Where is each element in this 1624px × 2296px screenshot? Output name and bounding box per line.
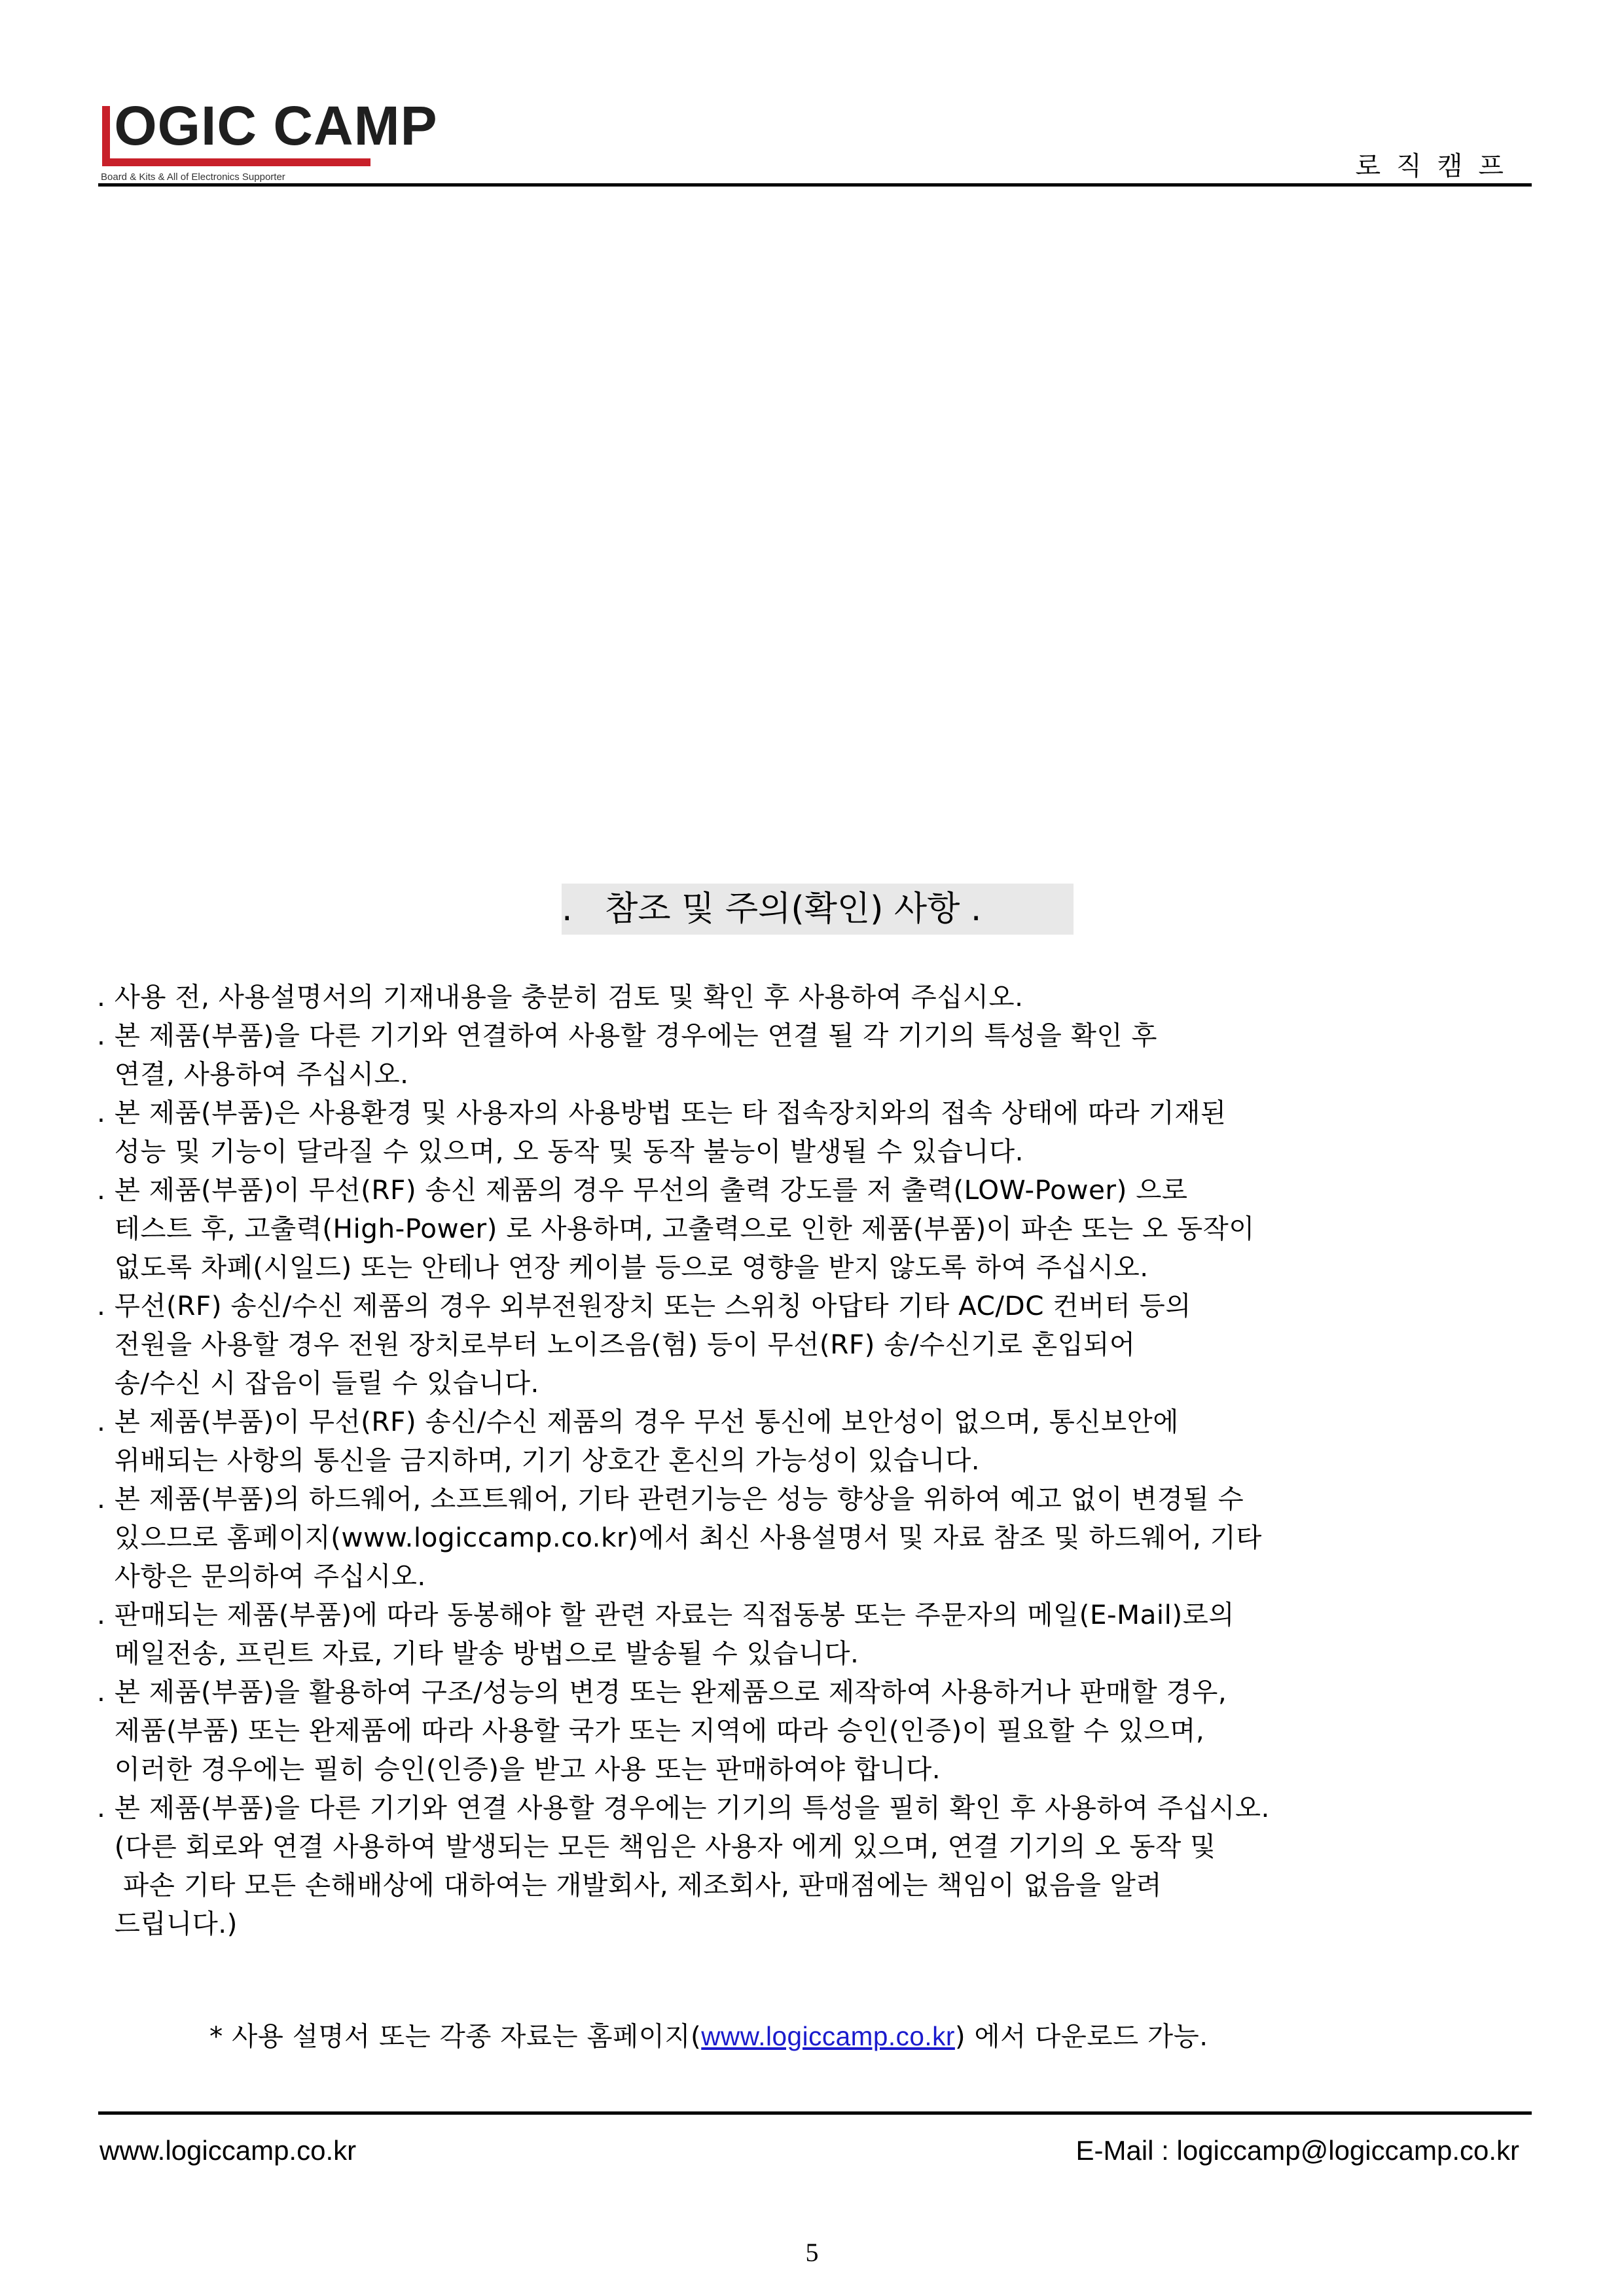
note-line: 테스트 후, 고출력(High-Power) 로 사용하며, 고출력으로 인한 제품(부품)이 파손 또는 오 동작이 bbox=[97, 1213, 1255, 1244]
page-number: 5 bbox=[805, 2238, 819, 2267]
note-item bbox=[97, 978, 1543, 1016]
homepage-link[interactable]: www.logiccamp.co.kr bbox=[701, 2021, 955, 2051]
note-line: 파손 기타 모든 손해배상에 대하여는 개발회사, 제조회사, 판매점에는 책임이 없음을 알려 bbox=[97, 1869, 1163, 1901]
note-line: . 판매되는 제품(부품)에 따라 동봉해야 할 관련 자료는 직접동봉 또는 주문자의 메일(E-Mail)로의 bbox=[97, 1599, 1235, 1630]
note-line: 송/수신 시 잡음이 들릴 수 있습니다. bbox=[97, 1367, 539, 1399]
note-line: . 사용 전, 사용설명서의 기재내용을 충분히 검토 및 확인 후 사용하여 주십시오. bbox=[97, 981, 1024, 1013]
logo-tagline: Board & Kits & All of Electronics Supporter bbox=[101, 171, 285, 183]
note-item bbox=[97, 1673, 1543, 1789]
download-prefix: * 사용 설명서 또는 각종 자료는 홈페이지( bbox=[209, 2020, 702, 2052]
header-divider bbox=[98, 183, 1532, 187]
footer-website[interactable]: www.logiccamp.co.kr bbox=[99, 2135, 357, 2166]
note-line: . 본 제품(부품)은 사용환경 및 사용자의 사용방법 또는 타 접속장치와의 접속 상태에 따라 기재된 bbox=[97, 1097, 1227, 1128]
note-item bbox=[97, 1596, 1543, 1673]
note-line: . 무선(RF) 송신/수신 제품의 경우 외부전원장치 또는 스위칭 아답타 기타 AC/DC 컨버터 등의 bbox=[97, 1290, 1191, 1321]
note-line: (다른 회로와 연결 사용하여 발생되는 모든 책임은 사용자 에게 있으며, 연결 기기의 오 동작 및 bbox=[97, 1831, 1216, 1862]
note-item bbox=[97, 1403, 1543, 1480]
note-line: . 본 제품(부품)이 무선(RF) 송신 제품의 경우 무선의 출력 강도를 저 출력(LOW-Power) 으로 bbox=[97, 1174, 1188, 1206]
logo-accent-bar-horizontal bbox=[102, 158, 370, 166]
note-item bbox=[97, 1480, 1543, 1596]
section-heading: . 참조 및 주의(확인) 사항 . bbox=[562, 884, 1074, 935]
note-item bbox=[97, 1287, 1543, 1403]
footer-divider bbox=[98, 2111, 1532, 2115]
header-title: 로직캠프 bbox=[1355, 151, 1519, 181]
note-item bbox=[97, 1789, 1543, 1943]
note-line: 성능 및 기능이 달라질 수 있으며, 오 동작 및 동작 불능이 발생될 수 있습니다. bbox=[97, 1136, 1024, 1167]
note-line: . 본 제품(부품)을 다른 기기와 연결 사용할 경우에는 기기의 특성을 필히 확인 후 사용하여 주십시오. bbox=[97, 1792, 1270, 1823]
note-line: . 본 제품(부품)을 활용하여 구조/성능의 변경 또는 완제품으로 제작하여 사용하거나 판매할 경우, bbox=[97, 1676, 1227, 1708]
note-line: 드립니다.) bbox=[97, 1908, 238, 1939]
note-item bbox=[97, 1016, 1543, 1094]
note-line: 있으므로 홈페이지(www.logiccamp.co.kr)에서 최신 사용설명서 및 자료 참조 및 하드웨어, 기타 bbox=[97, 1522, 1262, 1553]
note-line: 제품(부품) 또는 완제품에 따라 사용할 국가 또는 지역에 따라 승인(인증)이 필요할 수 있으며, bbox=[97, 1715, 1205, 1746]
logiccamp-logo bbox=[98, 95, 438, 183]
notes-list bbox=[97, 978, 1543, 1943]
note-line: 전원을 사용할 경우 전원 장치로부터 노이즈음(험) 등이 무선(RF) 송/수신기로 혼입되어 bbox=[97, 1329, 1136, 1360]
footer-email[interactable]: E-Mail : logiccamp@logiccamp.co.kr bbox=[1075, 2135, 1519, 2166]
note-line: 메일전송, 프린트 자료, 기타 발송 방법으로 발송될 수 있습니다. bbox=[97, 1638, 859, 1669]
logo-wordmark: OGIC CAMP bbox=[114, 95, 438, 156]
note-line: 없도록 차폐(시일드) 또는 안테나 연장 케이블 등으로 영향을 받지 않도록 하여 주십시오. bbox=[97, 1251, 1149, 1283]
note-line: . 본 제품(부품)의 하드웨어, 소프트웨어, 기타 관련기능은 성능 향상을 위하여 예고 없이 변경될 수 bbox=[97, 1483, 1244, 1515]
note-item bbox=[97, 1094, 1543, 1171]
note-item bbox=[97, 1171, 1543, 1287]
note-line: 사항은 문의하여 주십시오. bbox=[97, 1560, 426, 1592]
download-notice bbox=[209, 2017, 1208, 2056]
logo-text bbox=[98, 95, 438, 156]
note-line: 위배되는 사항의 통신을 금지하며, 기기 상호간 혼신의 가능성이 있습니다. bbox=[97, 1444, 981, 1476]
note-line: . 본 제품(부품)을 다른 기기와 연결하여 사용할 경우에는 연결 될 각 기기의 특성을 확인 후 bbox=[97, 1020, 1158, 1051]
download-suffix: ) 에서 다운로드 가능. bbox=[954, 2020, 1208, 2052]
note-line: 이러한 경우에는 필히 승인(인증)을 받고 사용 또는 판매하여야 합니다. bbox=[97, 1753, 941, 1785]
note-line: . 본 제품(부품)이 무선(RF) 송신/수신 제품의 경우 무선 통신에 보안성이 없으며, 통신보안에 bbox=[97, 1406, 1179, 1437]
note-line: 연결, 사용하여 주십시오. bbox=[97, 1058, 409, 1090]
